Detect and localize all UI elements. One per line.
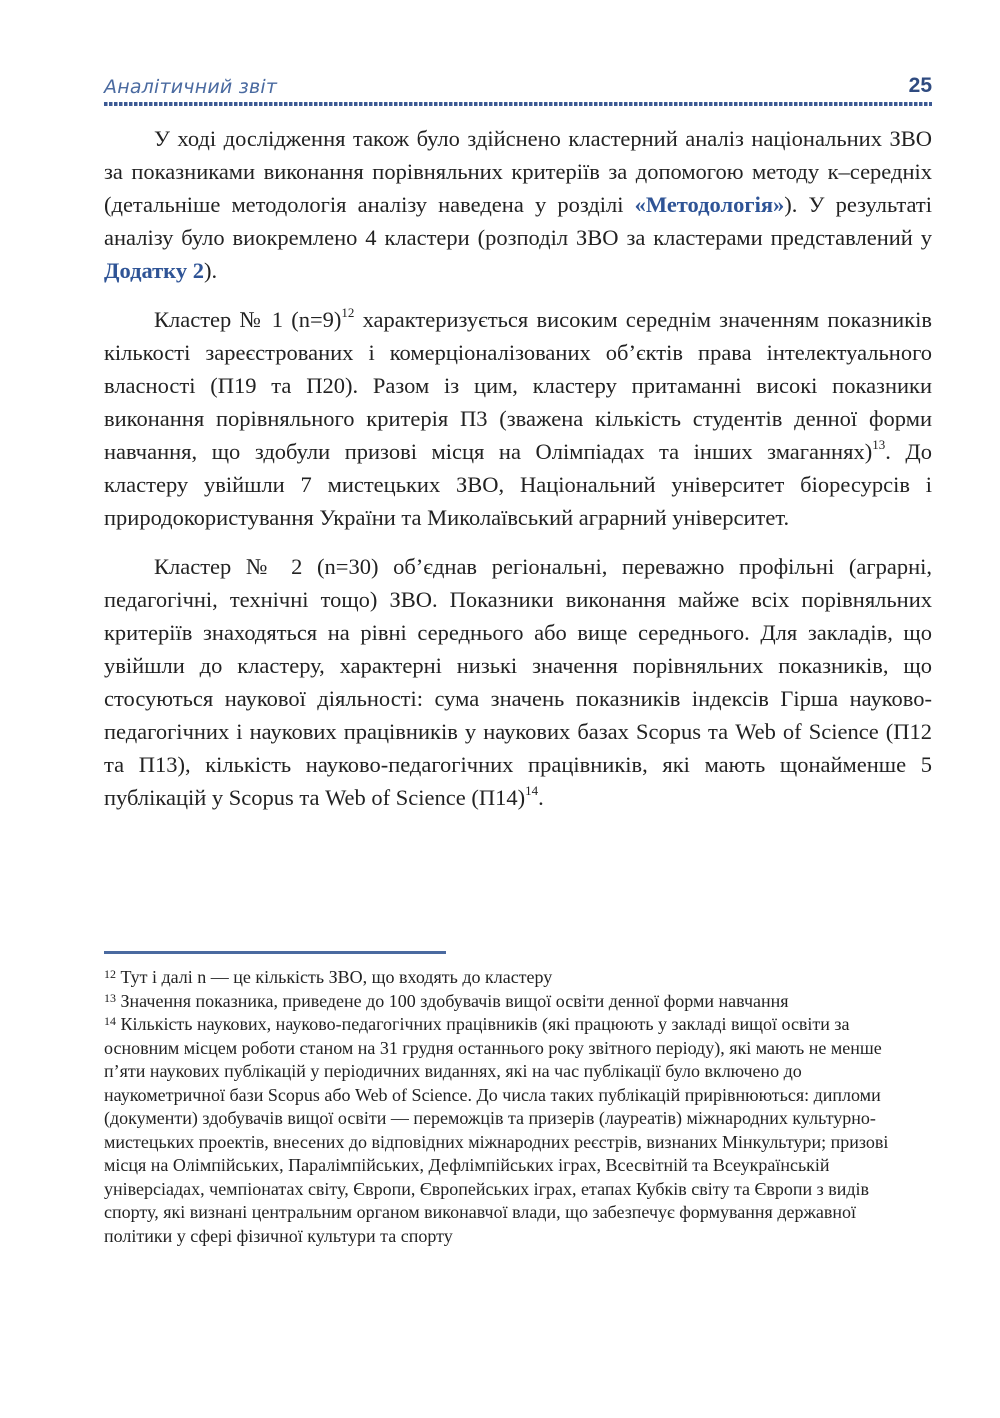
footnote-14 xyxy=(104,1013,904,1248)
footnote-text: Кількість наукових, науково-педагогічних працівників (які працюють у закладі вищої освіти за основним місцем роботи станом на 31 грудня останнього року звітного періоду), які мають не менше п’яти наукових публікацій у періодичних виданнях, які на час публікації було включено до наукометричної бази Scopus або Web of Science. До числа таких публікацій прирівнюються: дипломи (документи) здобувачів вищої освіти — переможців та призерів (лауреатів) міжнародних культурно-мистецьких проектів, внесених до відповідних міжнародних реєстрів, визнаних Мінкультури; призові місця на Олімпійських, Паралімпійських, Дефлімпійських іграх, Всесвітній та Всеукраїнській універсіадах, чемпіонатах світу, Європи, Європейських іграх, етапах Кубків світу та Європи з видів спорту, які визнані центральним органом виконавчої влади, що забезпечує формування державної політики у сфері фізичної культури та спорту xyxy=(104,1014,889,1246)
body-text xyxy=(104,122,932,830)
text-run: характеризується високим середнім значенням показників кількості зареєстрованих і комерціоналізованих об’єктів права інтелектуального власності (П19 та П20). Разом із цим, кластеру притаманні високі показники виконання порівняльного критерія П3 (зважена кількість студентів денної форми навчання, що здобули призові місця на Олімпіадах та інших змаганнях) xyxy=(104,307,932,464)
footnote-12 xyxy=(104,966,904,990)
footnote-text: Тут і далі n — це кількість ЗВО, що входять до кластеру xyxy=(116,967,553,987)
footnote-number: 13 xyxy=(104,990,116,1005)
footnote-13 xyxy=(104,990,904,1014)
link-appendix-2[interactable]: Додатку 2 xyxy=(104,258,204,283)
footnote-number: 14 xyxy=(104,1014,116,1028)
footnote-ref-14[interactable]: 14 xyxy=(525,783,539,798)
text-run: ). У результаті аналізу було виокремлено 4 кластери (розподіл ЗВО за кластерами представлений у xyxy=(104,192,932,250)
link-methodology[interactable]: «Методологія» xyxy=(634,192,785,217)
text-run: У ході дослідження також було здійснено кластерний аналіз національних ЗВО за показниками виконання порівняльних критеріїв за допомогою методу к–середніх (детальніше методологія аналізу наведена у розділі xyxy=(104,126,932,217)
paragraph-cluster-2 xyxy=(104,550,932,814)
footnote-ref-13[interactable]: 13 xyxy=(872,437,886,452)
paragraph-intro xyxy=(104,122,932,287)
header-title: Аналітичний звіт xyxy=(104,76,278,98)
header-dotted-rule xyxy=(104,102,932,106)
text-run: . До кластеру увійшли 7 мистецьких ЗВО, Національний університет біоресурсів і природокористування України та Миколаївський аграрний університет. xyxy=(104,439,932,530)
footnote-separator xyxy=(104,951,446,954)
footnote-number: 12 xyxy=(104,967,116,981)
footnote-text: Значення показника, приведене до 100 здобувачів вищої освіти денної форми навчання xyxy=(116,990,789,1011)
footnotes xyxy=(104,966,904,1248)
paragraph-cluster-1 xyxy=(104,303,932,534)
footnote-ref-12[interactable]: 12 xyxy=(341,305,355,320)
text-run: . xyxy=(538,785,544,810)
text-run: Кластер № 1 (n=9) xyxy=(154,307,342,332)
text-run: ). xyxy=(203,258,218,283)
text-run: Кластер № 2 (n=30) об’єднав регіональні, переважно профільні (аграрні, педагогічні, технічні тощо) ЗВО. Показники виконання майже всіх порівняльних критеріїв знаходяться на рівні середнього або вище середнього. Для закладів, що увійшли до кластеру, характерні низькі значення порівняльних показників, що стосуються наукової діяльності: сума значень показників індексів Гірша науково-педагогічних і наукових працівників у наукових базах Scopus та Web of Science (П12 та П13), кількість науково-педагогічних працівників, які мають щонайменше 5 публікацій у Scopus та Web of Science (П14) xyxy=(104,554,932,810)
page-number: 25 xyxy=(908,74,932,97)
